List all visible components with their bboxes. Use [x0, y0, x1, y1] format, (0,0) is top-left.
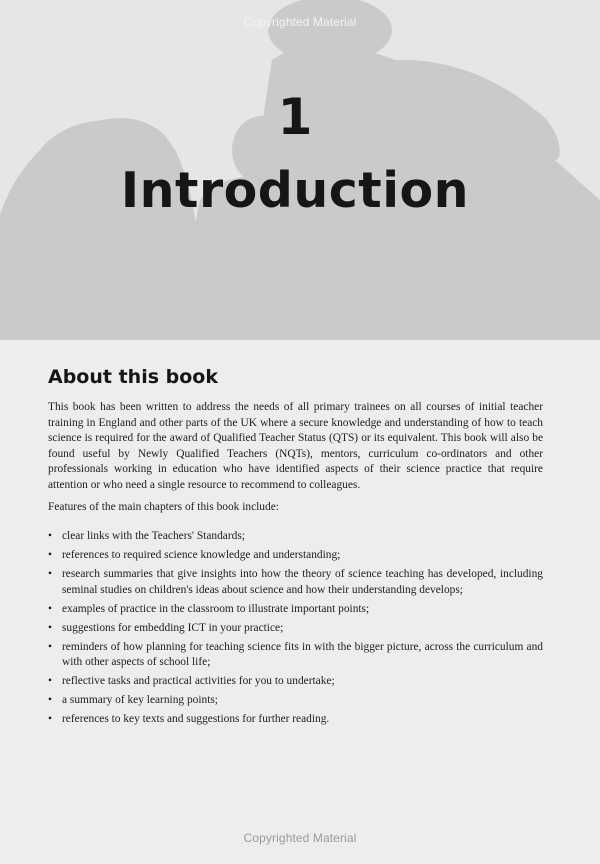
copyright-watermark-bottom: Copyrighted Material	[243, 831, 357, 845]
features-intro: Features of the main chapters of this book include:	[48, 501, 279, 513]
list-item: • clear links with the Teachers' Standards;	[48, 529, 543, 545]
copyright-watermark-top: Copyrighted Material	[243, 15, 357, 29]
list-item: • reflective tasks and practical activities for you to undertake;	[48, 674, 543, 690]
list-item: • reminders of how planning for teaching science fits in with the bigger picture, across the curriculum and with other aspects of school life;	[48, 640, 543, 671]
chapter-number: 1	[277, 88, 313, 146]
list-item: • suggestions for embedding ICT in your practice;	[48, 621, 543, 637]
list-item: • research summaries that give insights into how the theory of science teaching has developed, including seminal studies on children's ideas about science and how their understanding develops;	[48, 567, 543, 598]
list-item: • references to key texts and suggestions for further reading.	[48, 712, 543, 728]
section-heading: About this book	[48, 366, 218, 388]
chapter-banner	[0, 0, 600, 340]
list-item: • references to required science knowledge and understanding;	[48, 548, 543, 564]
list-item: • a summary of key learning points;	[48, 693, 543, 709]
list-item: • examples of practice in the classroom to illustrate important points;	[48, 602, 543, 618]
features-list	[48, 529, 543, 731]
chapter-title: Introduction	[120, 162, 470, 219]
intro-paragraph: This book has been written to address the needs of all primary trainees on all courses of initial teacher training in England and other parts of the UK where a secure knowledge and understanding of how to teach science is required for the award of Qualified Teacher Status (QTS) or its equivalent. This book will also be found useful by Newly Qualified Teachers (NQTs), mentors, curriculum co-ordinators and other professionals working in education who have identified aspects of their science practice that require attention or who need a single resource to recommend to colleagues.	[48, 401, 543, 491]
